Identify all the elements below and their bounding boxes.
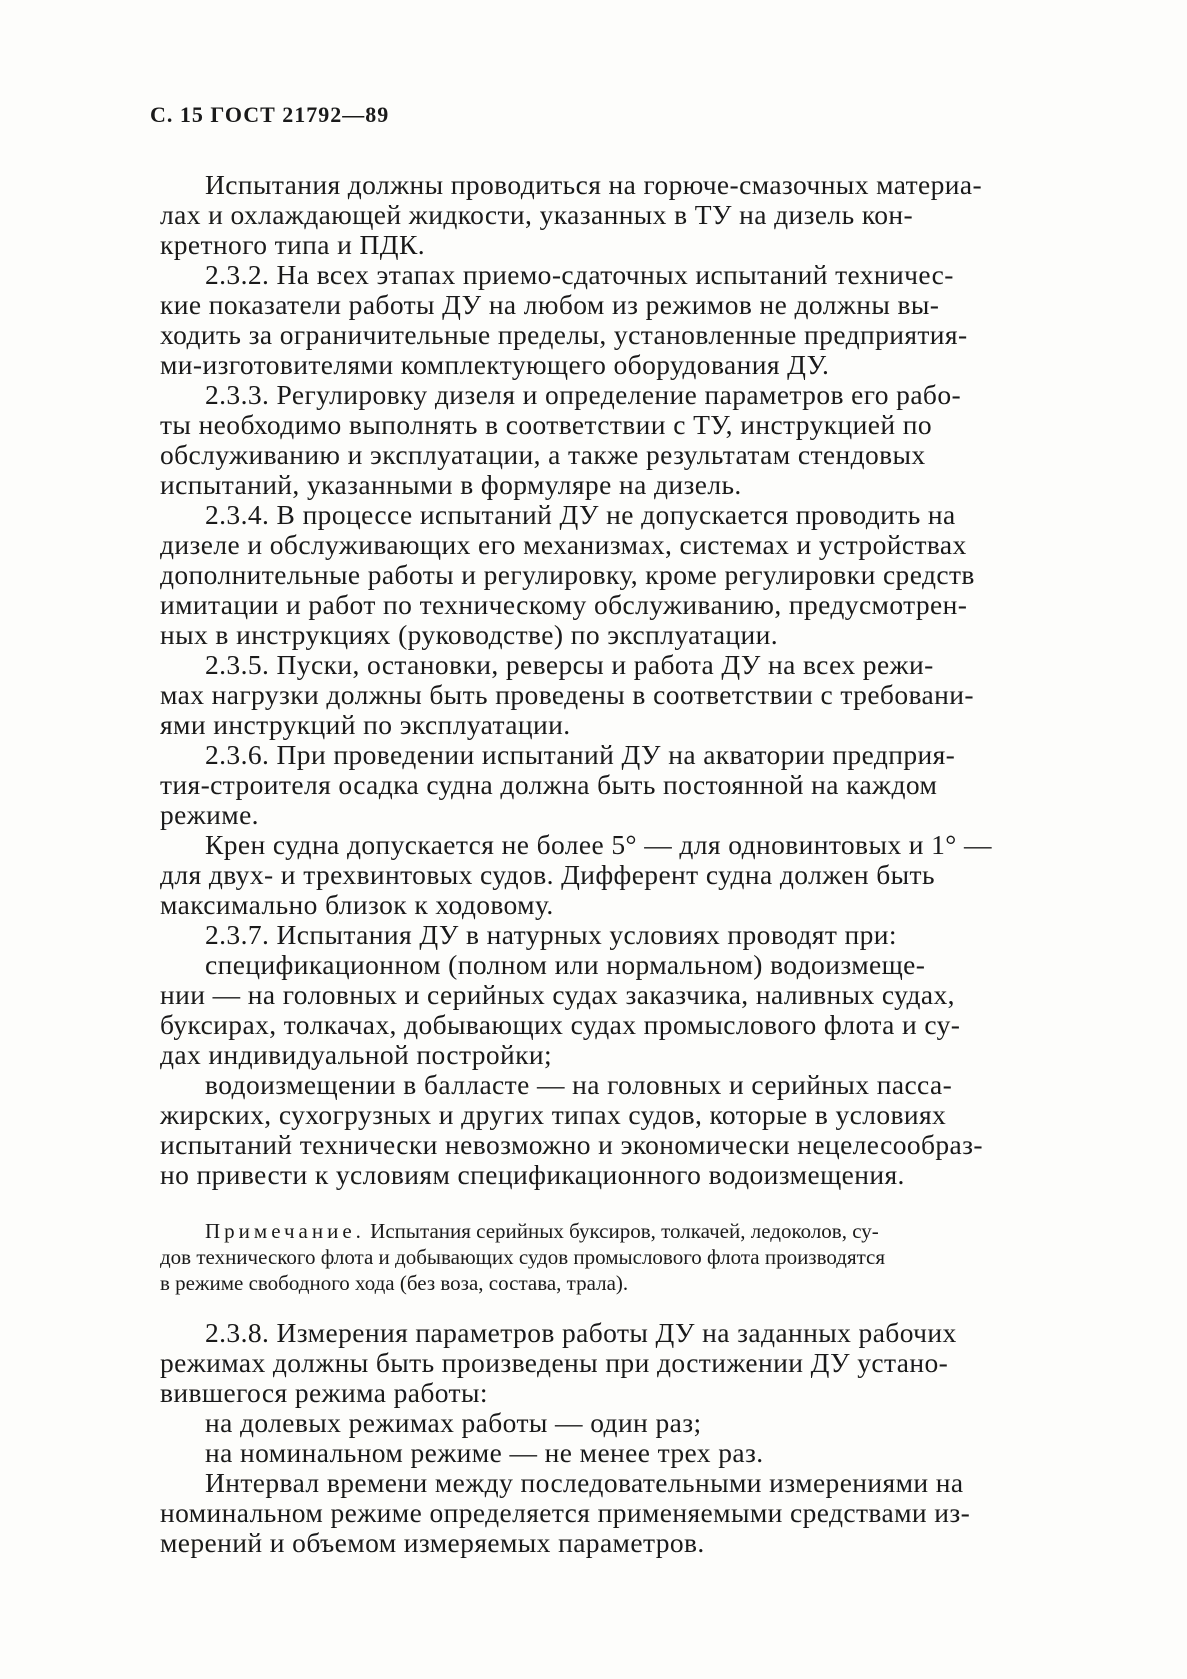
ballast-displacement-line: испытаний технически невозможно и экономически нецелесообраз- xyxy=(160,1129,983,1160)
secondary-text-block xyxy=(160,1318,1100,1558)
heel-paragraph-line: Крен судна допускается не более 5° — для одновинтовых и 1° — xyxy=(205,829,992,860)
clause-2-3-4-line: ных в инструкциях (руководстве) по эксплуатации. xyxy=(160,619,779,650)
interval-paragraph-line: мерений и объемом измеряемых параметров. xyxy=(160,1527,705,1558)
clause-2-3-3-line: обслуживанию и эксплуатации, а также результатам стендовых xyxy=(160,439,926,470)
spec-displacement-line: дах индивидуальной постройки; xyxy=(160,1039,553,1070)
spec-displacement-line: спецификационном (полном или нормальном) водоизмеще- xyxy=(205,949,926,980)
clause-2-3-6-line: режиме. xyxy=(160,799,259,830)
note-block xyxy=(160,1218,1100,1296)
interval-paragraph-line: Интервал времени между последовательными измерениями на xyxy=(205,1467,964,1498)
note-line: дов технического флота и добывающих судов промыслового флота производятся xyxy=(160,1245,886,1269)
clause-2-3-3-line: 2.3.3. Регулировку дизеля и определение параметров его рабо- xyxy=(205,379,962,410)
clause-2-3-4-line: дополнительные работы и регулировку, кроме регулировки средств xyxy=(160,559,975,590)
clause-2-3-5-line: ями инструкций по эксплуатации. xyxy=(160,709,571,740)
note-line xyxy=(160,1218,1100,1244)
clause-2-3-2-line: 2.3.2. На всех этапах приемо-сдаточных испытаний техничес- xyxy=(205,259,954,290)
clause-2-3-6-line: тия-строителя осадка судна должна быть постоянной на каждом xyxy=(160,769,938,800)
paragraph-1-line: Испытания должны проводиться на горюче-смазочных материа- xyxy=(205,169,983,200)
partial-mode-line: на долевых режимах работы — один раз; xyxy=(205,1407,702,1438)
ballast-displacement-line: но привести к условиям спецификационного водоизмещения. xyxy=(160,1159,905,1190)
clause-2-3-4-line: 2.3.4. В процессе испытаний ДУ не допускается проводить на xyxy=(205,499,956,530)
note-label: Примечание. xyxy=(205,1219,365,1243)
heel-paragraph-line: максимально близок к ходовому. xyxy=(160,889,554,920)
clause-2-3-8-line: 2.3.8. Измерения параметров работы ДУ на заданных рабочих xyxy=(205,1317,957,1348)
clause-2-3-2-line: ходить за ограничительные пределы, установленные предприятия- xyxy=(160,319,968,350)
note-text: Испытания серийных буксиров, толкачей, ледоколов, су- xyxy=(364,1219,879,1243)
clause-2-3-2-line: ми-изготовителями комплектующего оборудования ДУ. xyxy=(160,349,830,380)
clause-2-3-7-line: 2.3.7. Испытания ДУ в натурных условиях проводят при: xyxy=(205,919,897,950)
nominal-mode-line: на номинальном режиме — не менее трех раз. xyxy=(205,1437,764,1468)
main-text-block xyxy=(160,170,1100,1190)
clause-2-3-8-line: вившегося режима работы: xyxy=(160,1377,488,1408)
ballast-displacement-line: жирских, сухогрузных и других типах судов, которые в условиях xyxy=(160,1099,947,1130)
spec-displacement-line: нии — на головных и серийных судах заказчика, наливных судах, xyxy=(160,979,955,1010)
ballast-displacement-line: водоизмещении в балласте — на головных и серийных пасса- xyxy=(205,1069,953,1100)
spec-displacement-line: буксирах, толкачах, добывающих судах промыслового флота и су- xyxy=(160,1009,961,1040)
paragraph-1-line: кретного типа и ПДК. xyxy=(160,229,425,260)
paragraph-1-line: лах и охлаждающей жидкости, указанных в ТУ на дизель кон- xyxy=(160,199,914,230)
clause-2-3-4-line: дизеле и обслуживающих его механизмах, системах и устройствах xyxy=(160,529,967,560)
heel-paragraph-line: для двух- и трехвинтовых судов. Дифферент судна должен быть xyxy=(160,859,935,890)
page-header: С. 15 ГОСТ 21792—89 xyxy=(150,102,390,127)
interval-paragraph-line: номинальном режиме определяется применяемыми средствами из- xyxy=(160,1497,971,1528)
clause-2-3-3-line: испытаний, указанными в формуляре на дизель. xyxy=(160,469,742,500)
clause-2-3-3-line: ты необходимо выполнять в соответствии с ТУ, инструкцией по xyxy=(160,409,932,440)
note-line: в режиме свободного хода (без воза, состава, трала). xyxy=(160,1271,629,1295)
clause-2-3-5-line: мах нагрузки должны быть проведены в соответствии с требовани- xyxy=(160,679,974,710)
clause-2-3-4-line: имитации и работ по техническому обслуживанию, предусмотрен- xyxy=(160,589,968,620)
clause-2-3-5-line: 2.3.5. Пуски, остановки, реверсы и работа ДУ на всех режи- xyxy=(205,649,934,680)
clause-2-3-2-line: кие показатели работы ДУ на любом из режимов не должны вы- xyxy=(160,289,940,320)
clause-2-3-6-line: 2.3.6. При проведении испытаний ДУ на акватории предприя- xyxy=(205,739,956,770)
clause-2-3-8-line: режимах должны быть произведены при достижении ДУ устано- xyxy=(160,1347,949,1378)
